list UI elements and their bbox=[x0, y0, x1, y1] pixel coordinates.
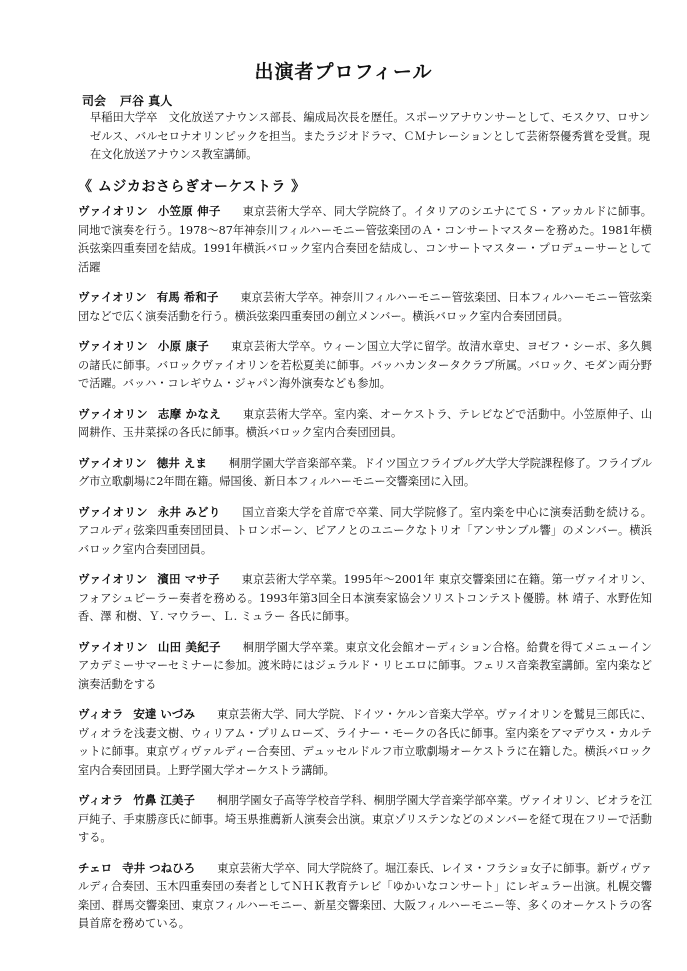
member-instrument: ヴァイオリン bbox=[78, 504, 148, 519]
member-instrument: チェロ bbox=[78, 860, 113, 875]
member-bio: 東京芸術大学卒業。1995年～2001年 東京交響楽団に在籍。第一ヴァイオリン、フォアシュピーラー奏者を務める。1993年第3回全日本演奏家協会ソリストコンテスト優勝。林 靖子、水野佐知香、澤 和樹、Ｙ. マウラー、Ｌ. ミュラー 各氏に師事。 bbox=[78, 573, 652, 623]
member-instrument: ヴァイオリン bbox=[78, 455, 147, 470]
member-instrument: ヴァイオリン bbox=[78, 639, 148, 654]
member-entry bbox=[78, 503, 652, 560]
member-name: 徳井 えま bbox=[156, 455, 207, 470]
member-name: 小原 康子 bbox=[157, 339, 209, 353]
member-entry bbox=[78, 791, 652, 848]
member-instrument: ヴィオラ bbox=[78, 707, 124, 721]
member-instrument: ヴァイオリン bbox=[78, 406, 148, 421]
member-bio: 東京芸術大学卒。室内楽、オーケストラ、テレビなどで活動中。小笠原伸子、山岡耕作、玉井菜採の各氏に師事。横浜バロック室内合奏団団員。 bbox=[78, 407, 653, 439]
member-bio: 桐朋学園大学卒業。東京文化会館オーディション合格。給費を得てメニューインアカデミーサマーセミナーに参加。渡米時にはジェラルド・リヒエロに師事。フェリス音楽教室講師。室内楽など演奏活動をする bbox=[78, 640, 652, 691]
mc-role: 司会 bbox=[82, 94, 107, 108]
member-entry bbox=[78, 454, 652, 492]
member-bio: 東京芸術大学卒、同大学院終了。堀江泰氏、レイヌ・フラショ女子に師事。新ヴィヴァルディ合奏団、玉木四重奏団の奏者としてＮＨＫ教育テレビ「ゆかいなコンサート」にレギュラー出演。札幌交響楽団、群馬交響楽団、東京フィルハーモニー、新星交響楽団、大阪フィルハーモニー等、多くのオーケストラの客員首席を務めている。 bbox=[78, 861, 652, 930]
member-name: 安達 いづみ bbox=[133, 707, 195, 721]
orchestra-heading: 《 ムジカおさらぎオーケストラ 》 bbox=[78, 179, 306, 195]
mc-bio: 早稲田大学卒 文化放送アナウンス部長、編成局次長を歴任。スポーツアナウンサーとして、モスクワ、ロサンゼルス、バルセロナオリンピックを担当。またラジオドラマ、ＣＭナレーションとして芸術祭優秀賞を受賞。現在文化放送アナウンス教室講師。 bbox=[90, 111, 650, 161]
member-bio: 東京芸術大学卒。神奈川フィルハーモニー管弦楽団、日本フィルハーモニー管弦楽団などで広く演奏活動を行う。横浜弦楽四重奏団の創立メンバー。横浜バロック室内合奏団団員。 bbox=[78, 291, 652, 323]
member-name: 濱田 マサ子 bbox=[157, 572, 220, 586]
member-entry bbox=[78, 638, 652, 695]
member-instrument: ヴァイオリン bbox=[78, 572, 148, 586]
member-entry bbox=[78, 570, 652, 627]
mc-heading bbox=[82, 92, 172, 109]
member-list bbox=[78, 202, 652, 945]
member-instrument: ヴァイオリン bbox=[78, 290, 147, 304]
member-entry bbox=[78, 859, 652, 934]
member-instrument: ヴィオラ bbox=[78, 793, 124, 807]
member-name: 寺井 つねひろ bbox=[122, 860, 196, 875]
member-bio: 東京芸術大学卒、同大学院終了。イタリアのシエナにてＳ・アッカルドに師事。同地で演奏を行う。1978～87年神奈川フィルハーモニー管弦楽団のＡ・コンサートマスターを務めた。1981年横浜弦楽四重奏団を結成。1991年横浜バロック室内合奏団を結成し、コンサートマスター・プロデューサーとして活躍 bbox=[78, 205, 652, 274]
member-name: 志摩 かなえ bbox=[157, 406, 221, 421]
member-bio: 東京芸術大学卒。ウィーン国立大学に留学。故清水章史、ヨゼフ・シーボ、多久興の諸氏に師事。バロックヴァイオリンを若松夏美に師事。バッハカンタータクラブ所属。バロック、モダン両分野で活躍。バッハ・コレギウム・ジャパン海外演奏なども参加。 bbox=[78, 340, 652, 390]
mc-name: 戸谷 真人 bbox=[120, 94, 173, 108]
member-name: 小笠原 伸子 bbox=[157, 204, 221, 218]
member-instrument: ヴァイオリン bbox=[78, 204, 148, 218]
member-name: 山田 美紀子 bbox=[157, 639, 221, 654]
member-bio: 桐朋学園女子高等学校音学科、桐朋学園大学音楽学部卒業。ヴァイオリン、ビオラを江戸純子、手束勝彦氏に師事。埼玉県推薦新人演奏会出演。東京ゾリステンなどのメンバーを経て現在フリーで活動する。 bbox=[78, 794, 652, 844]
member-bio: 国立音楽大学を首席で卒業、同大学院修了。室内楽を中心に演奏活動を続ける。アコルディ弦楽四重奏団団員、トロンボーン、ピアノとのユニークなトリオ「アンサンブル響」のメンバー。横浜バロック室内合奏団団員。 bbox=[78, 505, 652, 556]
member-entry bbox=[78, 405, 652, 443]
member-entry bbox=[78, 337, 652, 394]
member-name: 竹鼻 江美子 bbox=[133, 793, 195, 807]
member-bio: 桐朋学園大学音楽部卒業。ドイツ国立フライブルグ大学大学院課程修了。フライブルグ市立歌劇場に2年間在籍。帰国後、新日本フィルハーモニー交響楽団に入団。 bbox=[78, 456, 653, 488]
member-name: 有馬 希和子 bbox=[156, 290, 219, 304]
member-entry bbox=[78, 202, 652, 277]
member-name: 永井 みどり bbox=[157, 504, 221, 519]
page-title: 出演者プロフィール bbox=[254, 61, 433, 83]
member-entry bbox=[78, 705, 652, 780]
member-instrument: ヴァイオリン bbox=[78, 339, 148, 353]
member-bio: 東京芸術大学、同大学院、ドイツ・ケルン音楽大学卒。ヴァイオリンを鷲見三郎氏に、ヴィオラを浅妻文樹、ウィリアム・プリムローズ、ライナー・モークの各氏に師事。室内楽をアマデウス・カルテットに師事。東京ヴィヴァルディー合奏団、デュッセルドルフ市立歌劇場オーケストラに在籍した。横浜バロック室内合奏団団員。上野学園大学オーケストラ講師。 bbox=[78, 708, 652, 777]
member-entry bbox=[78, 288, 652, 326]
